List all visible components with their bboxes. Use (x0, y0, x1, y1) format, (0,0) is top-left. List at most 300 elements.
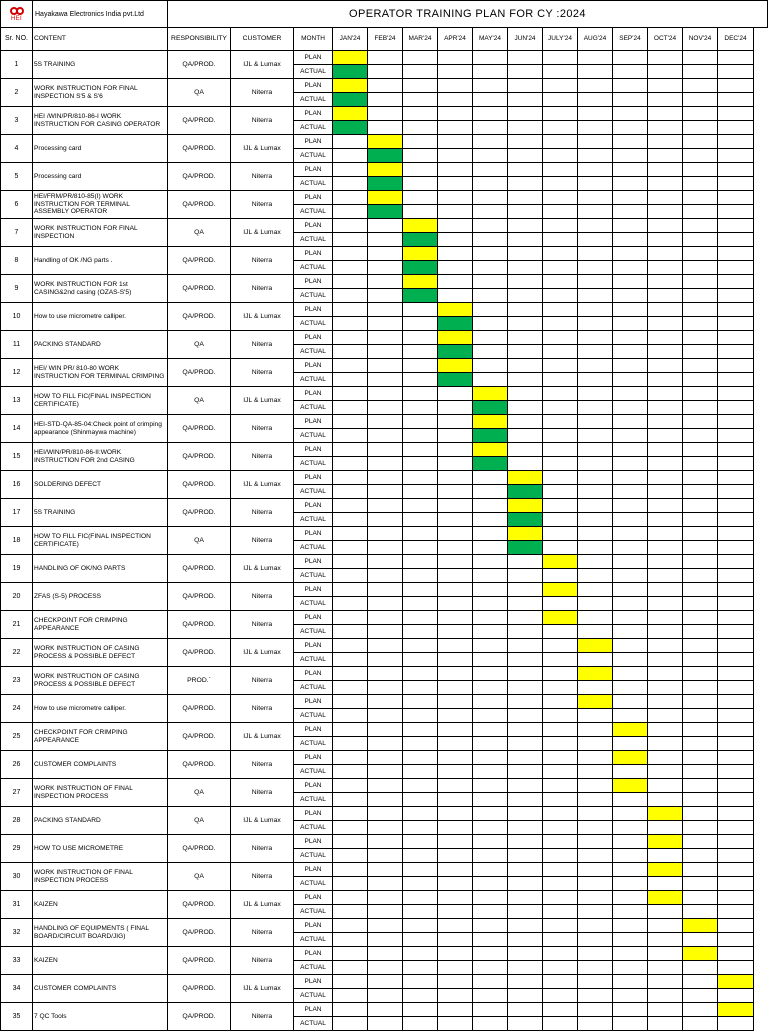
plan-slot (438, 891, 472, 905)
plan-marker (683, 919, 717, 933)
plan-slot (683, 527, 717, 541)
actual-slot (578, 513, 612, 526)
month-cell (683, 723, 718, 751)
month-cell (543, 247, 578, 275)
plan-slot (508, 219, 542, 233)
actual-slot (368, 933, 402, 946)
month-cell (613, 387, 648, 415)
month-cell (578, 107, 613, 135)
month-cell (718, 191, 754, 219)
sr-no-cell: 19 (0, 555, 33, 583)
plan-slot (543, 135, 577, 149)
plan-slot (718, 107, 753, 121)
month-cell (473, 415, 508, 443)
plan-marker (718, 1003, 753, 1017)
table-row (0, 275, 768, 303)
plan-marker (578, 667, 612, 681)
month-cell (683, 583, 718, 611)
month-cell (508, 891, 543, 919)
content-cell: HEI-STD-QA-85-04:Check point of crimping appearance (Shinmaywa machine) (33, 415, 168, 443)
plan-actual-label-cell (294, 499, 333, 527)
plan-slot (578, 891, 612, 905)
month-cell (718, 79, 754, 107)
content-cell: HEI/WIN/PR/810-86-II:WORK INSTRUCTION FOR 2nd CASING (33, 443, 168, 471)
month-cell (438, 695, 473, 723)
plan-actual-label-cell (294, 471, 333, 499)
month-cell (718, 499, 754, 527)
actual-slot (508, 821, 542, 834)
col-header-month-12: DEC'24 (718, 27, 754, 51)
month-cell (613, 807, 648, 835)
table-row (0, 835, 768, 863)
plan-slot (683, 583, 717, 597)
month-cell (403, 835, 438, 863)
month-cell (508, 499, 543, 527)
plan-slot (473, 191, 507, 205)
plan-marker (368, 163, 402, 177)
month-cell (648, 359, 683, 387)
plan-slot (368, 79, 402, 93)
actual-slot (683, 149, 717, 162)
month-cell (368, 947, 403, 975)
plan-slot (683, 723, 717, 737)
plan-slot (543, 331, 577, 345)
month-cell (718, 219, 754, 247)
plan-slot (648, 415, 682, 429)
actual-slot (543, 149, 577, 162)
plan-slot (368, 443, 402, 457)
month-cell (648, 303, 683, 331)
plan-slot (333, 331, 367, 345)
plan-slot (613, 415, 647, 429)
month-cell (508, 835, 543, 863)
plan-slot (333, 611, 367, 625)
actual-slot (543, 597, 577, 610)
plan-slot (578, 107, 612, 121)
actual-slot (648, 177, 682, 190)
month-cell (683, 387, 718, 415)
month-cell (508, 107, 543, 135)
actual-slot (333, 373, 367, 386)
actual-slot (648, 457, 682, 470)
plan-slot (578, 247, 612, 261)
actual-slot (403, 373, 437, 386)
plan-slot (578, 303, 612, 317)
month-cell (543, 779, 578, 807)
responsibility-cell: QA/PROD. (168, 191, 231, 219)
actual-slot (333, 457, 367, 470)
month-cell (333, 751, 368, 779)
actual-label: ACTUAL (300, 515, 326, 523)
actual-label: ACTUAL (300, 487, 326, 495)
plan-slot (718, 443, 753, 457)
content-cell: KAIZEN (33, 891, 168, 919)
month-cell (543, 387, 578, 415)
month-cell (368, 135, 403, 163)
month-cell (403, 415, 438, 443)
month-cell (578, 807, 613, 835)
actual-slot (508, 317, 542, 330)
month-cell (718, 555, 754, 583)
month-cell (473, 443, 508, 471)
month-cell (718, 527, 754, 555)
month-cell (578, 695, 613, 723)
plan-slot (333, 387, 367, 401)
responsibility-cell: QA/PROD. (168, 135, 231, 163)
col-header-month-6: JUN'24 (508, 27, 543, 51)
sr-no-cell: 11 (0, 331, 33, 359)
month-cell (368, 611, 403, 639)
content-cell: CUSTOMER COMPLAINTS (33, 975, 168, 1003)
plan-slot (403, 947, 437, 961)
actual-slot (543, 373, 577, 386)
plan-slot (683, 471, 717, 485)
actual-slot (403, 205, 437, 218)
plan-slot (613, 191, 647, 205)
month-cell (368, 723, 403, 751)
month-cell (543, 163, 578, 191)
actual-slot (578, 961, 612, 974)
plan-slot (613, 107, 647, 121)
plan-label: PLAN (294, 947, 332, 961)
month-cell (403, 443, 438, 471)
month-cell (368, 891, 403, 919)
plan-actual-label-cell (294, 723, 333, 751)
plan-actual-label-cell (294, 275, 333, 303)
month-cell (473, 695, 508, 723)
plan-marker (648, 891, 682, 905)
table-row (0, 667, 768, 695)
plan-slot (368, 863, 402, 877)
plan-slot (648, 947, 682, 961)
customer-cell: Niterra (231, 695, 294, 723)
actual-slot (473, 821, 507, 834)
plan-marker (403, 275, 437, 289)
actual-slot (333, 569, 367, 582)
actual-slot (473, 961, 507, 974)
actual-label: ACTUAL (300, 571, 326, 579)
month-cell (543, 303, 578, 331)
plan-slot (403, 303, 437, 317)
plan-slot (718, 219, 753, 233)
actual-slot (718, 289, 753, 302)
actual-slot (438, 65, 472, 78)
plan-slot (403, 975, 437, 989)
col-header-month-1: JAN'24 (333, 27, 368, 51)
month-cell (333, 695, 368, 723)
plan-slot (683, 51, 717, 65)
actual-slot (333, 821, 367, 834)
plan-slot (718, 527, 753, 541)
plan-slot (403, 695, 437, 709)
responsibility-cell: QA/PROD. (168, 51, 231, 79)
month-cell (683, 51, 718, 79)
plan-slot (403, 1003, 437, 1017)
actual-slot (368, 709, 402, 722)
plan-slot (578, 947, 612, 961)
sr-no-cell: 33 (0, 947, 33, 975)
actual-marker (438, 345, 472, 358)
plan-slot (473, 107, 507, 121)
month-cell (613, 723, 648, 751)
customer-cell: Niterra (231, 863, 294, 891)
month-cell (718, 807, 754, 835)
plan-slot (403, 471, 437, 485)
responsibility-cell: QA/PROD. (168, 583, 231, 611)
month-cell (473, 1003, 508, 1031)
plan-slot (368, 527, 402, 541)
actual-slot (578, 989, 612, 1002)
actual-slot (368, 233, 402, 246)
customer-cell: Niterra (231, 583, 294, 611)
plan-slot (473, 163, 507, 177)
month-cell (578, 667, 613, 695)
plan-marker (438, 303, 472, 317)
sheet-title: OPERATOR TRAINING PLAN FOR CY :2024 (168, 1, 768, 28)
month-cell (333, 303, 368, 331)
month-cell (403, 135, 438, 163)
actual-label: ACTUAL (300, 459, 326, 467)
month-cell (368, 779, 403, 807)
month-cell (508, 695, 543, 723)
month-cell (613, 527, 648, 555)
plan-slot (648, 79, 682, 93)
customer-cell: Niterra (231, 611, 294, 639)
actual-slot (543, 961, 577, 974)
plan-label: PLAN (294, 891, 332, 905)
month-cell (438, 107, 473, 135)
plan-slot (543, 247, 577, 261)
actual-slot (438, 513, 472, 526)
table-row (0, 443, 768, 471)
actual-slot (648, 681, 682, 694)
plan-slot (333, 1003, 367, 1017)
plan-slot (578, 499, 612, 513)
plan-actual-label-cell (294, 919, 333, 947)
actual-slot (508, 289, 542, 302)
actual-slot (508, 793, 542, 806)
month-cell (403, 499, 438, 527)
actual-slot (718, 681, 753, 694)
month-cell (508, 779, 543, 807)
actual-slot (438, 93, 472, 106)
month-cell (578, 751, 613, 779)
month-cell (368, 835, 403, 863)
table-row (0, 303, 768, 331)
actual-slot (648, 65, 682, 78)
actual-label: ACTUAL (300, 1019, 326, 1027)
month-cell (718, 835, 754, 863)
month-cell (368, 863, 403, 891)
plan-slot (333, 135, 367, 149)
actual-slot (718, 597, 753, 610)
month-cell (648, 975, 683, 1003)
plan-slot (438, 555, 472, 569)
month-cell (403, 79, 438, 107)
actual-slot (543, 653, 577, 666)
plan-slot (438, 107, 472, 121)
content-cell: Processing card (33, 163, 168, 191)
month-cell (508, 331, 543, 359)
month-cell (543, 695, 578, 723)
month-cell (543, 51, 578, 79)
actual-slot (403, 457, 437, 470)
actual-slot (368, 989, 402, 1002)
actual-slot (578, 93, 612, 106)
plan-slot (613, 835, 647, 849)
plan-marker (473, 443, 507, 457)
actual-slot (438, 765, 472, 778)
actual-slot (543, 569, 577, 582)
month-cell (718, 947, 754, 975)
actual-slot (473, 541, 507, 554)
actual-slot (683, 429, 717, 442)
month-cell (438, 471, 473, 499)
month-cell (613, 275, 648, 303)
plan-slot (683, 387, 717, 401)
actual-slot (543, 205, 577, 218)
month-cell (648, 751, 683, 779)
content-cell: WORK INSTRUCTION OF FINAL INSPECTION PROCESS (33, 863, 168, 891)
actual-slot (508, 233, 542, 246)
actual-label: ACTUAL (300, 207, 326, 215)
month-cell (368, 191, 403, 219)
actual-slot (438, 261, 472, 274)
plan-slot (333, 723, 367, 737)
actual-label: ACTUAL (300, 599, 326, 607)
actual-slot (473, 653, 507, 666)
month-cell (473, 639, 508, 667)
month-cell (333, 947, 368, 975)
actual-slot (718, 261, 753, 274)
month-cell (543, 219, 578, 247)
plan-slot (683, 443, 717, 457)
plan-slot (683, 555, 717, 569)
month-cell (508, 247, 543, 275)
plan-slot (578, 219, 612, 233)
actual-slot (613, 233, 647, 246)
month-cell (333, 163, 368, 191)
customer-cell: Niterra (231, 107, 294, 135)
plan-slot (473, 303, 507, 317)
actual-slot (578, 1017, 612, 1030)
month-cell (438, 443, 473, 471)
sr-no-cell: 8 (0, 247, 33, 275)
actual-slot (543, 905, 577, 918)
plan-slot (368, 415, 402, 429)
plan-slot (613, 275, 647, 289)
plan-actual-label-cell (294, 303, 333, 331)
month-cell (403, 191, 438, 219)
customer-cell: Niterra (231, 247, 294, 275)
actual-marker (333, 93, 367, 106)
month-cell (473, 359, 508, 387)
sr-no-cell: 5 (0, 163, 33, 191)
plan-slot (403, 443, 437, 457)
plan-slot (718, 583, 753, 597)
plan-actual-label-cell (294, 975, 333, 1003)
plan-slot (473, 275, 507, 289)
month-cell (718, 583, 754, 611)
actual-slot (543, 261, 577, 274)
sr-no-cell: 1 (0, 51, 33, 79)
plan-slot (578, 1003, 612, 1017)
month-cell (368, 303, 403, 331)
actual-slot (473, 737, 507, 750)
month-cell (403, 107, 438, 135)
actual-slot (648, 569, 682, 582)
month-cell (508, 1003, 543, 1031)
plan-slot (718, 247, 753, 261)
col-header-month-5: MAY'24 (473, 27, 508, 51)
plan-slot (718, 751, 753, 765)
plan-slot (543, 751, 577, 765)
plan-marker (508, 527, 542, 541)
month-cell (648, 779, 683, 807)
plan-label: PLAN (294, 79, 332, 93)
plan-slot (508, 331, 542, 345)
customer-cell: Niterra (231, 275, 294, 303)
plan-slot (438, 919, 472, 933)
plan-label: PLAN (294, 695, 332, 709)
actual-slot (438, 849, 472, 862)
actual-slot (683, 1017, 717, 1030)
plan-slot (543, 303, 577, 317)
plan-slot (648, 975, 682, 989)
plan-slot (403, 751, 437, 765)
actual-slot (613, 205, 647, 218)
actual-slot (403, 93, 437, 106)
customer-cell: Niterra (231, 191, 294, 219)
month-cell (718, 51, 754, 79)
month-cell (473, 555, 508, 583)
actual-slot (648, 289, 682, 302)
actual-slot (613, 345, 647, 358)
actual-slot (473, 289, 507, 302)
plan-slot (718, 387, 753, 401)
plan-slot (368, 303, 402, 317)
col-header-month-7: JULY'24 (543, 27, 578, 51)
month-cell (473, 51, 508, 79)
plan-slot (473, 891, 507, 905)
month-cell (648, 835, 683, 863)
plan-slot (578, 779, 612, 793)
plan-slot (613, 471, 647, 485)
plan-slot (613, 331, 647, 345)
actual-slot (368, 737, 402, 750)
responsibility-cell: QA/PROD. (168, 695, 231, 723)
month-cell (333, 387, 368, 415)
actual-slot (578, 233, 612, 246)
month-cell (718, 471, 754, 499)
plan-marker (333, 107, 367, 121)
plan-slot (473, 835, 507, 849)
actual-slot (438, 821, 472, 834)
actual-slot (438, 989, 472, 1002)
sr-no-cell: 27 (0, 779, 33, 807)
actual-slot (683, 177, 717, 190)
month-cell (438, 79, 473, 107)
actual-slot (648, 345, 682, 358)
plan-slot (718, 807, 753, 821)
plan-slot (508, 919, 542, 933)
responsibility-cell: QA/PROD. (168, 975, 231, 1003)
plan-slot (403, 499, 437, 513)
month-cell (648, 51, 683, 79)
customer-cell: Niterra (231, 331, 294, 359)
plan-slot (683, 359, 717, 373)
month-cell (473, 247, 508, 275)
